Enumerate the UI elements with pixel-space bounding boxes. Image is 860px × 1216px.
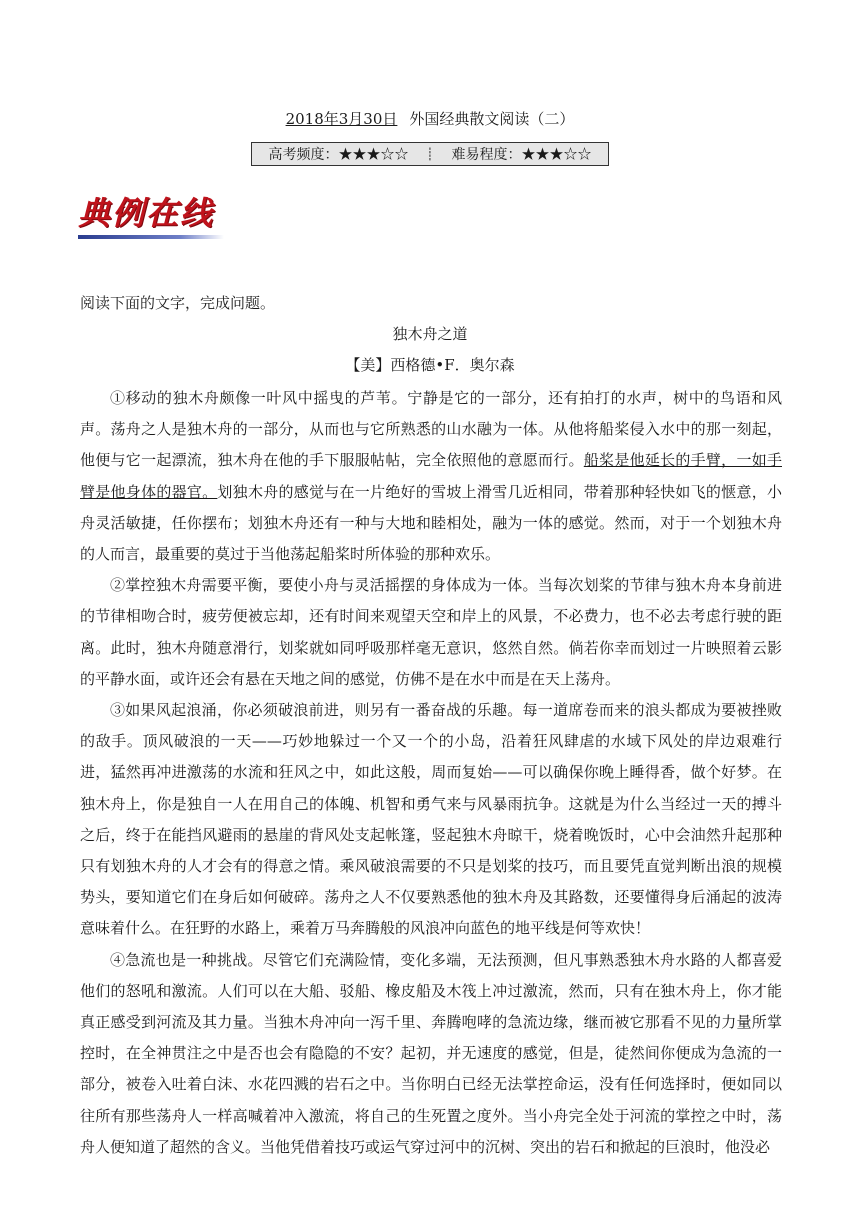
logo-underline [78, 235, 224, 239]
paragraph-1-text-continued: 划独木舟的感觉与在一片绝好的雪坡上滑雪几近相同，带着那种轻快如飞的惬意，小舟灵活敏捷，任你摆布；划独木舟还有一种与大地和睦相处，融为一体的感觉。然而，对于一个划独木舟的人而言，最重要的莫过于当他荡起船桨时所体验的那种欢乐。 [80, 482, 782, 564]
paragraph-3: ③如果风起浪涌，你必须破浪前进，则另有一番奋战的乐趣。每一道席卷而来的浪头都成为要被挫败的敌手。顶风破浪的一天——巧妙地躲过一个又一个的小岛，沿着狂风肆虐的水域下风处的岸边艰难行进，猛然再冲进激荡的水流和狂风之中，如此这般，周而复始——可以确保你晚上睡得香，做个好梦。在独木舟上，你是独自一人在用自己的体魄、机智和勇气来与风暴雨抗争。这就是为什么当经过一天的搏斗之后，终于在能挡风避雨的悬崖的背风处支起帐篷，竖起独木舟晾干，烧着晚饭时，心中会油然升起那种只有划独木舟的人才会有的得意之情。乘风破浪需要的不只是划桨的技巧，而且要凭直觉判断出浪的规模势头，要知道它们在身后如何破碎。荡舟之人不仅要熟悉他的独木舟及其路数，还要懂得身后涌起的波涛意味着什么。在狂野的水路上，乘着万马奔腾般的风浪冲向蓝色的地平线是何等欢快！ [80, 701, 782, 938]
article-title: 独木舟之道 [392, 325, 468, 343]
meta-box [251, 142, 609, 166]
paragraph-2: ②掌控独木舟需要平衡，要使小舟与灵活摇摆的身体成为一体。当每次划桨的节律与独木舟本身前进的节律相吻合时，疲劳便被忘却，还有时间来观望天空和岸上的风景，不必费力，也不必去考虑行驶的距离。此时，独木舟随意滑行，划桨就如同呼吸那样毫无意识，悠然自然。倘若你幸而划过一片映照着云影的平静水面，或许还会有悬在天地之间的感觉，仿佛不是在水中而是在天上荡舟。 [80, 576, 782, 688]
logo-text: 典例在线 [78, 194, 215, 232]
exercise-date: 2018年3月30日 [285, 110, 398, 128]
exam-frequency: 高考频度：★★★☆☆ [268, 147, 409, 163]
reading-instruction: 阅读下面的文字，完成问题。 [80, 294, 276, 312]
paragraph-4: ④急流也是一种挑战。尽管它们充满险情，变化多端，无法预测，但凡事熟悉独木舟水路的人都喜爱他们的怒吼和激流。人们可以在大船、驳船、橡皮船及木筏上冲过激流，然而，只有在独木舟上，你才能真正感受到河流及其力量。当独木舟冲向一泻千里、奔腾咆哮的急流边缘，继而被它那看不见的力量所掌控时，在全神贯注之中是否也会有隐隐的不安？起初，并无速度的感觉，但是，徒然间你便成为急流的一部分，被卷入吐着白沫、水花四溅的岩石之中。当你明白已经无法掌控命运，没有任何选择时，便如同以往所有那些荡舟人一样高喊着冲入激流，将自己的生死置之度外。当小舟完全处于河流的掌控之中时，荡舟人便知道了超然的含义。当他凭借着技巧或运气穿过河中的沉树、突出的岩石和掀起的巨浪时，他没必 [80, 950, 782, 1156]
paragraph-1-text: ①移动的独木舟颇像一叶风中摇曳的芦苇。宁静是它的一部分，还有拍打的水声，树中的鸟语和风声。荡舟之人是独木舟的一部分，从而也与它所熟悉的山水融为一体。从他将船桨侵入水中的那一刻起，他便与它一起漂流，独木舟在他的手下服服帖帖，完全依照他的意愿而行。 [80, 389, 782, 470]
exercise-title: 外国经典散文阅读（二） [409, 110, 575, 128]
article-author: 【美】西格德•F．奥尔森 [345, 356, 515, 374]
section-logo [78, 191, 224, 247]
meta-separator: ┊ [426, 147, 434, 161]
underlined-sentence: 船桨是他延长的手臂，一如手臂是他身体的器官。 [80, 451, 782, 501]
paragraph-1 [80, 383, 782, 570]
article-body [80, 383, 782, 1163]
difficulty-level: 难易程度：★★★☆☆ [451, 147, 592, 163]
header-line [0, 109, 860, 129]
